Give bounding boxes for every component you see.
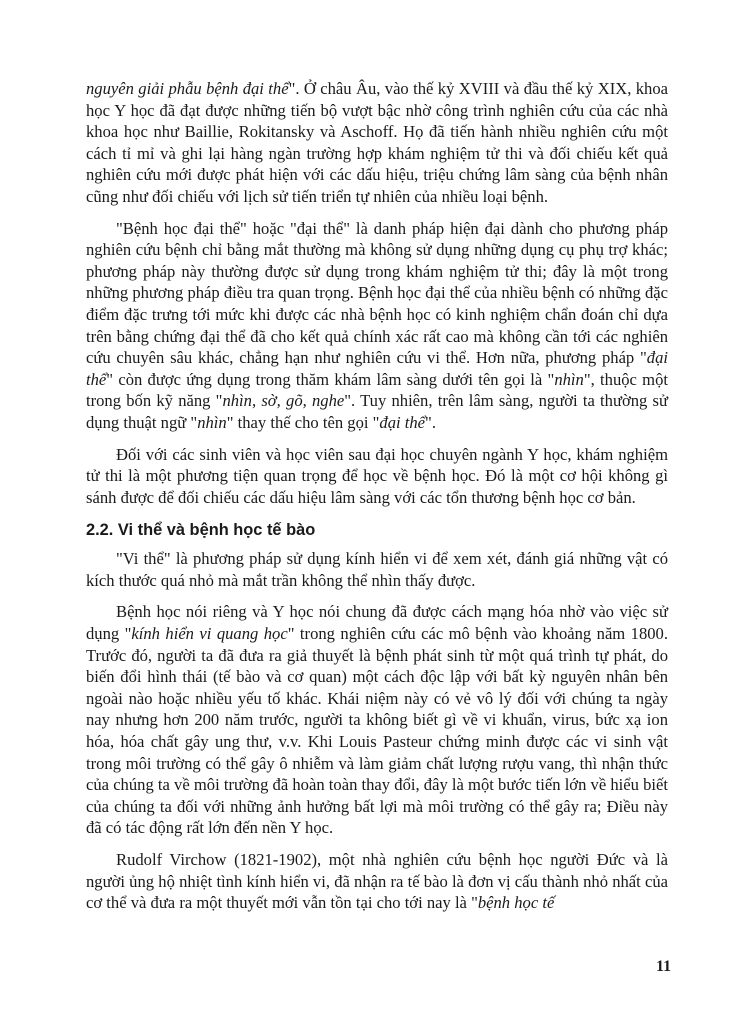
- italic-term: nguyên giải phẫu bệnh đại thể: [86, 79, 289, 98]
- italic-term: bệnh học tế: [477, 893, 555, 913]
- paragraph-3: Đối với các sinh viên và học viên sau đại học chuyên ngành Y học, khám nghiệm tử thi là một phương tiện quan trọng để học về bệnh học. Đó là một cơ hội không gì sánh được để đối chiếu các dấu hiệu lâm sàng với các tổn thương bệnh học cơ bản.: [86, 444, 668, 507]
- paragraph-5: Bệnh học nói riêng và Y học nói chung đã được cách mạng hóa nhờ vào việc sử dụng "kính hiển vi quang học" trong nghiên cứu các mô bệnh vào khoảng năm 1800. Trước đó, người ta đã đưa ra giả thuyết là bệnh phát sinh từ một quá trình tự phát, do biến đổi hình thái (tế bào và cơ quan) một cách độc lập với bất kỳ nguyên nhân bên ngoài nào hoặc nhiều yếu tố khác. Khái niệm này có vẻ vô lý đối với chúng ta ngày nay nhưng hơn 200 năm trước, người ta không biết gì về vi khuẩn, virus, bức xạ ion hóa, hóa chất gây ung thư, v.v. Khi Louis Pasteur chứng minh được các vi sinh vật trong môi trường có thể gây ô nhiễm và làm giảm chất lượng rượu vang, thì nhận thức của chúng ta về môi trường đã hoàn toàn thay đổi, đây là một bước tiến lớn về hiểu biết của chúng ta đối với những ảnh hưởng bất lợi mà môi trường có thể gây ra; Điều này đã có tác động rất lớn đến nền Y học.: [86, 602, 668, 838]
- paragraph-2: "Bệnh học đại thể" hoặc "đại thể" là danh pháp hiện đại dành cho phương pháp nghiên cứu bệnh chỉ bằng mắt thường mà không sử dụng những dụng cụ phụ trợ khác; phương pháp này thường được sử dụng trong khám nghiệm tử thi; đây là một trong những phương pháp điều tra quan trọng. Bệnh học đại thể của nhiều bệnh có những đặc điểm đặc trưng tới mức khi được các nhà bệnh học có kinh nghiệm chẩn đoán chỉ dựa trên bằng chứng đại thể đã cho kết quả chính xác rất cao mà không cần tới các nghiên cứu chuyên sâu khác, chẳng hạn như nghiên cứu vi thể. Hơn nữa, phương pháp "đại thể" còn được ứng dụng trong thăm khám lâm sàng dưới tên gọi là "nhìn", thuộc một trong bốn kỹ năng "nhìn, sờ, gõ, nghe". Tuy nhiên, trên lâm sàng, người ta thường sử dụng thuật ngữ "nhìn" thay thế cho tên gọi "đại thể".: [86, 218, 668, 432]
- italic-term: nhìn, sờ, gõ, nghe: [222, 391, 345, 411]
- page-number: 11: [656, 958, 672, 975]
- paragraph-6: Rudolf Virchow (1821-1902), một nhà nghiên cứu bệnh học người Đức và là người ủng hộ nhiệt tình kính hiển vi, đã nhận ra tế bào là đơn vị cấu thành nhỏ nhất của cơ thể và đưa ra một thuyết mới vẫn tồn tại cho tới nay là "bệnh học tế: [86, 850, 668, 913]
- section-heading: 2.2. Vi thể và bệnh học tế bào: [86, 521, 316, 540]
- paragraph-4: "Vi thể" là phương pháp sử dụng kính hiển vi để xem xét, đánh giá những vật có kích thước quá nhỏ mà mắt trần không thể nhìn thấy được.: [86, 549, 668, 590]
- italic-term: kính hiển vi quang học: [131, 624, 288, 644]
- italic-term: nhìn: [197, 412, 227, 432]
- italic-term: nhìn: [554, 369, 584, 389]
- paragraph-1: nguyên giải phẫu bệnh đại thể". Ở châu Âu, vào thế kỷ XVIII và đầu thế kỷ XIX, khoa học Y học đã đạt được những tiến bộ vượt bậc nhờ công trình nghiên cứu của các nhà khoa học như Baillie, Rokitansky và Aschoff. Họ đã tiến hành nhiều nghiên cứu một cách tỉ mỉ và ghi lại hàng ngàn trường hợp khám nghiệm tử thi và đối chiếu kết quả nghiên cứu mới được phát hiện với các dấu hiệu, triệu chứng lâm sàng của bệnh nhân cũng như đối chiếu với lịch sử tiến triển tự nhiên của nhiều loại bệnh.: [86, 79, 668, 206]
- italic-term: đại thể: [379, 412, 426, 432]
- italic-term: đại thể: [86, 348, 668, 389]
